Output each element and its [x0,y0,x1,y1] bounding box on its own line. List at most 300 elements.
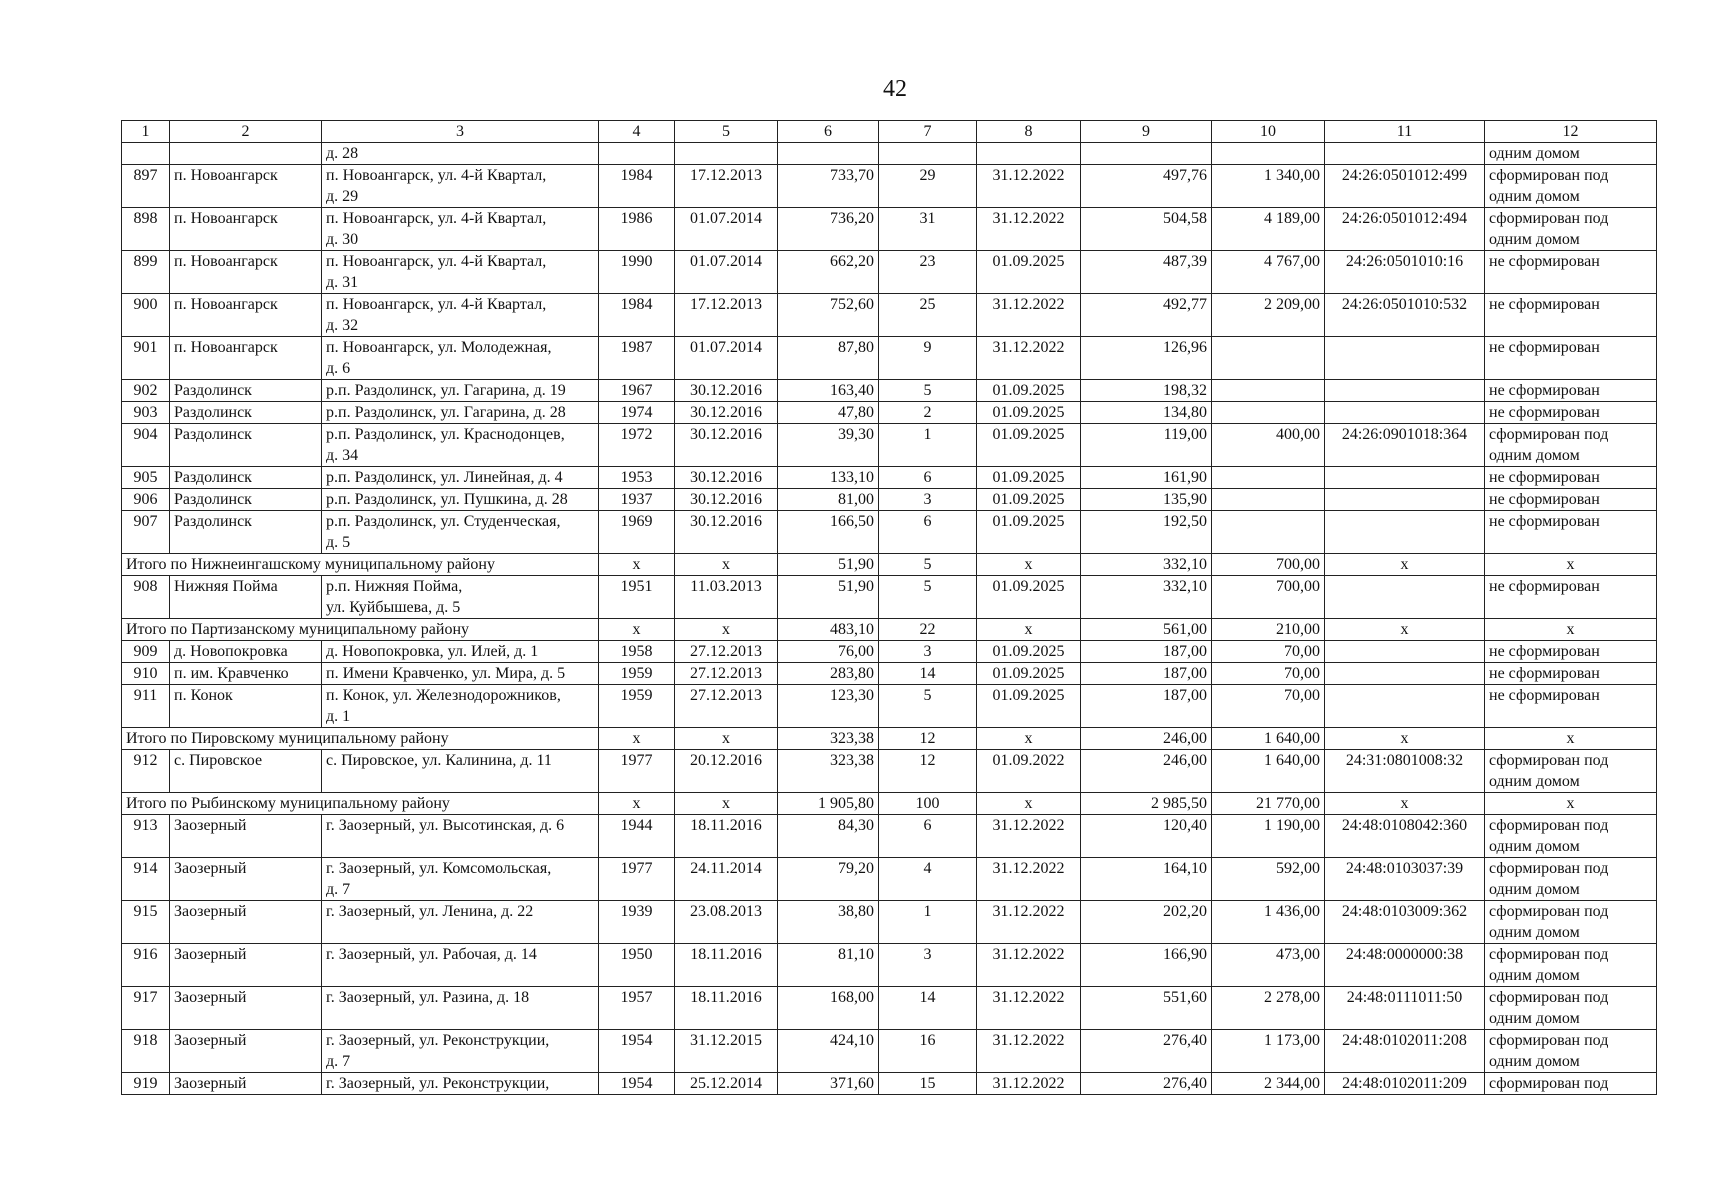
table-cell: 733,70 [778,165,879,208]
table-cell: г. Заозерный, ул. Комсомольская, д. 7 [322,858,599,901]
table-cell: 1 [879,901,977,944]
table-row [122,467,1657,489]
table-cell: 01.07.2014 [675,337,778,380]
table-cell: р.п. Раздолинск, ул. Гагарина, д. 28 [322,402,599,424]
table-cell: сформирован под одним домом [1485,424,1657,467]
table-cell: 276,40 [1081,1073,1212,1095]
subtotal-label: Итого по Нижнеингашскому муниципальному району [122,554,599,576]
table-cell: р.п. Раздолинск, ул. Краснодонцев, д. 34 [322,424,599,467]
table-cell [122,143,170,165]
table-row [122,337,1657,380]
table-cell: 24:48:0102011:209 [1325,1073,1485,1095]
table-cell: 187,00 [1081,663,1212,685]
table-cell: 70,00 [1212,641,1325,663]
table-cell [1212,489,1325,511]
column-header: 6 [778,121,879,143]
table-cell [1212,402,1325,424]
table-cell: 2 985,50 [1081,793,1212,815]
table-cell: 5 [879,685,977,728]
table-cell: 202,20 [1081,901,1212,944]
table-cell: 31.12.2022 [977,1030,1081,1073]
table-cell: п. Новоангарск [170,165,322,208]
table-cell: Заозерный [170,987,322,1030]
table-cell: сформирован под одним домом [1485,858,1657,901]
table-cell: д. Новопокровка [170,641,322,663]
table-cell: 79,20 [778,858,879,901]
table-cell: 01.09.2025 [977,641,1081,663]
table-cell: п. Новоангарск, ул. 4-й Квартал, д. 29 [322,165,599,208]
column-header: 7 [879,121,977,143]
table-cell: п. Новоангарск [170,251,322,294]
table-cell: сформирован под одним домом [1485,944,1657,987]
table-cell: 01.07.2014 [675,208,778,251]
table-cell: 31.12.2022 [977,1073,1081,1095]
table-cell [675,143,778,165]
table-cell [778,143,879,165]
table-cell: 9 [879,337,977,380]
table-cell: 01.09.2025 [977,251,1081,294]
table-cell: 3 [879,489,977,511]
table-cell: 1972 [599,424,675,467]
table-cell: x [599,554,675,576]
table-cell: 899 [122,251,170,294]
table-cell: г. Заозерный, ул. Ленина, д. 22 [322,901,599,944]
table-cell: 912 [122,750,170,793]
table-cell: 76,00 [778,641,879,663]
table-cell: 1984 [599,165,675,208]
table-cell: 30.12.2016 [675,380,778,402]
table-cell: 6 [879,467,977,489]
table-cell: с. Пировское, ул. Калинина, д. 11 [322,750,599,793]
table-cell: п. Новоангарск, ул. 4-й Квартал, д. 30 [322,208,599,251]
table-cell: 700,00 [1212,576,1325,619]
table-cell [1325,511,1485,554]
table-cell: 01.07.2014 [675,251,778,294]
table-cell: x [675,793,778,815]
table-cell: сформирован под одним домом [1485,1030,1657,1073]
subtotal-label: Итого по Рыбинскому муниципальному району [122,793,599,815]
table-cell: 897 [122,165,170,208]
table-cell: 371,60 [778,1073,879,1095]
table-cell: x [675,728,778,750]
table-cell: 187,00 [1081,641,1212,663]
table-cell: 1 640,00 [1212,750,1325,793]
table-cell: 551,60 [1081,987,1212,1030]
table-cell: не сформирован [1485,511,1657,554]
table-cell: 12 [879,728,977,750]
table-cell: 24:31:0801008:32 [1325,750,1485,793]
table-cell: Заозерный [170,901,322,944]
table-cell: 31.12.2022 [977,815,1081,858]
table-row [122,380,1657,402]
table-cell: 135,90 [1081,489,1212,511]
table-cell: Заозерный [170,815,322,858]
table-cell: 907 [122,511,170,554]
table-cell [170,143,322,165]
table-cell: не сформирован [1485,402,1657,424]
table-cell [1325,402,1485,424]
table-cell [1081,143,1212,165]
table-cell: 1953 [599,467,675,489]
table-cell [1212,467,1325,489]
table-cell: 30.12.2016 [675,489,778,511]
table-cell: 1967 [599,380,675,402]
table-cell: 1958 [599,641,675,663]
table-row [122,641,1657,663]
table-row [122,511,1657,554]
table-cell: не сформирован [1485,489,1657,511]
table-cell: 27.12.2013 [675,685,778,728]
table-row [122,424,1657,467]
table-cell: 1 173,00 [1212,1030,1325,1073]
table-cell: x [1325,619,1485,641]
table-cell: 01.09.2025 [977,467,1081,489]
subtotal-row [122,619,1657,641]
table-cell: 24:48:0108042:360 [1325,815,1485,858]
table-cell: 24:26:0501010:16 [1325,251,1485,294]
table-cell: x [1485,619,1657,641]
table-cell: не сформирован [1485,251,1657,294]
table-cell: 919 [122,1073,170,1095]
table-cell: 01.09.2022 [977,750,1081,793]
table-cell: 915 [122,901,170,944]
table-row [122,402,1657,424]
table-cell: 332,10 [1081,576,1212,619]
table-cell: 246,00 [1081,728,1212,750]
table-cell: не сформирован [1485,380,1657,402]
table-cell: 47,80 [778,402,879,424]
table-cell: Раздолинск [170,380,322,402]
table-cell: д. 28 [322,143,599,165]
table-cell: 21 770,00 [1212,793,1325,815]
table-cell: 01.09.2025 [977,380,1081,402]
table-cell: 31 [879,208,977,251]
table-row [122,858,1657,901]
table-row [122,944,1657,987]
table-cell: 38,80 [778,901,879,944]
table-row [122,576,1657,619]
table-cell: 70,00 [1212,685,1325,728]
table-cell [1325,685,1485,728]
table-cell: 30.12.2016 [675,511,778,554]
table-cell: 662,20 [778,251,879,294]
table-cell: одним домом [1485,143,1657,165]
table-cell: 1957 [599,987,675,1030]
table-cell [1212,337,1325,380]
table-cell: 1 905,80 [778,793,879,815]
table-row [122,663,1657,685]
table-cell: 15 [879,1073,977,1095]
table-cell: 22 [879,619,977,641]
table-row [122,165,1657,208]
table-cell: 161,90 [1081,467,1212,489]
table-cell: 918 [122,1030,170,1073]
table-cell: x [675,554,778,576]
table-cell: п. Конок [170,685,322,728]
table-cell: 916 [122,944,170,987]
table-cell: г. Заозерный, ул. Реконструкции, д. 7 [322,1030,599,1073]
table-cell: не сформирован [1485,294,1657,337]
table-cell: 210,00 [1212,619,1325,641]
table-cell: 39,30 [778,424,879,467]
table-cell: 87,80 [778,337,879,380]
table-cell: 483,10 [778,619,879,641]
table-cell: 01.09.2025 [977,489,1081,511]
table-cell: п. Новоангарск [170,337,322,380]
table-cell: 1959 [599,685,675,728]
table-cell: 917 [122,987,170,1030]
table-cell: п. Новоангарск, ул. 4-й Квартал, д. 32 [322,294,599,337]
table-cell: 24:26:0501012:494 [1325,208,1485,251]
table-cell [1325,143,1485,165]
table-cell: 24:48:0102011:208 [1325,1030,1485,1073]
table-cell: не сформирован [1485,337,1657,380]
subtotal-label: Итого по Пировскому муниципальному району [122,728,599,750]
table-cell: 3 [879,944,977,987]
table-header-row [122,121,1657,143]
table-cell: 901 [122,337,170,380]
table-cell: 133,10 [778,467,879,489]
table-cell: 31.12.2022 [977,901,1081,944]
table-cell: Раздолинск [170,489,322,511]
table-cell: п. Новоангарск, ул. 4-й Квартал, д. 31 [322,251,599,294]
table-cell: 17.12.2013 [675,165,778,208]
table-cell: п. Имени Кравченко, ул. Мира, д. 5 [322,663,599,685]
table-cell: 14 [879,987,977,1030]
column-header: 4 [599,121,675,143]
table-cell: 1987 [599,337,675,380]
column-header: 2 [170,121,322,143]
subtotal-row [122,793,1657,815]
table-cell: 126,96 [1081,337,1212,380]
table-cell: Заозерный [170,858,322,901]
table-cell: 18.11.2016 [675,815,778,858]
table-cell: 30.12.2016 [675,402,778,424]
table-cell: 192,50 [1081,511,1212,554]
table-cell: 1986 [599,208,675,251]
table-cell: 30.12.2016 [675,424,778,467]
table-cell: 1944 [599,815,675,858]
table-cell: 561,00 [1081,619,1212,641]
table-cell: 911 [122,685,170,728]
table-row [122,987,1657,1030]
table-cell: 01.09.2025 [977,511,1081,554]
column-header: 5 [675,121,778,143]
table-cell: 1 436,00 [1212,901,1325,944]
table-cell: не сформирован [1485,685,1657,728]
table-cell: 4 [879,858,977,901]
table-cell: x [977,793,1081,815]
table-cell: 1990 [599,251,675,294]
table-cell: 908 [122,576,170,619]
table-cell: сформирован под одним домом [1485,208,1657,251]
table-cell: 497,76 [1081,165,1212,208]
table-cell: р.п. Раздолинск, ул. Пушкина, д. 28 [322,489,599,511]
table-cell: 903 [122,402,170,424]
table-cell: 18.11.2016 [675,987,778,1030]
table-cell: x [1485,554,1657,576]
table-cell: 81,00 [778,489,879,511]
table-cell: 24:26:0501012:499 [1325,165,1485,208]
table-cell [1325,380,1485,402]
table-cell: 187,00 [1081,685,1212,728]
table-cell [1325,641,1485,663]
table-cell: 276,40 [1081,1030,1212,1073]
table-cell: 1954 [599,1030,675,1073]
table-cell: 913 [122,815,170,858]
table-row [122,1073,1657,1095]
table-cell: 283,80 [778,663,879,685]
table-cell: 736,20 [778,208,879,251]
table-cell: 904 [122,424,170,467]
table-cell: 1959 [599,663,675,685]
table-cell: 123,30 [778,685,879,728]
table-cell: 01.09.2025 [977,663,1081,685]
table-cell: 1 [879,424,977,467]
table-cell: 16 [879,1030,977,1073]
table-cell: 31.12.2022 [977,944,1081,987]
table-cell: сформирован под одним домом [1485,901,1657,944]
table-cell: 902 [122,380,170,402]
table-cell: x [977,728,1081,750]
table-row [122,294,1657,337]
table-cell: x [1325,554,1485,576]
table-cell: р.п. Раздолинск, ул. Линейная, д. 4 [322,467,599,489]
table-cell: сформирован под [1485,1073,1657,1095]
table-cell: 24.11.2014 [675,858,778,901]
table-cell: сформирован под одним домом [1485,815,1657,858]
table-cell [1325,489,1485,511]
table-cell: 2 344,00 [1212,1073,1325,1095]
table-row [122,815,1657,858]
table-row [122,143,1657,165]
table-cell: п. Новоангарск [170,294,322,337]
table-cell: п. Новоангарск [170,208,322,251]
table-cell: x [599,619,675,641]
subtotal-row [122,728,1657,750]
table-cell: 1969 [599,511,675,554]
table-cell: 914 [122,858,170,901]
table-cell: 1977 [599,750,675,793]
table-cell: 473,00 [1212,944,1325,987]
table-cell: 27.12.2013 [675,663,778,685]
table-cell: x [1485,793,1657,815]
table-cell: сформирован под одним домом [1485,750,1657,793]
table-row [122,901,1657,944]
table-cell: 31.12.2022 [977,208,1081,251]
table-cell: 81,10 [778,944,879,987]
table-cell: сформирован под одним домом [1485,165,1657,208]
table-cell: 24:48:0103009:362 [1325,901,1485,944]
table-cell: x [599,793,675,815]
table-cell: 01.09.2025 [977,402,1081,424]
table-cell: 1 190,00 [1212,815,1325,858]
table-cell: 11.03.2013 [675,576,778,619]
table-cell: р.п. Раздолинск, ул. Студенческая, д. 5 [322,511,599,554]
table-cell: Раздолинск [170,467,322,489]
table-body [122,143,1657,1095]
table-cell: 24:26:0501010:532 [1325,294,1485,337]
table-cell: 31.12.2022 [977,294,1081,337]
table-cell: 1954 [599,1073,675,1095]
table-cell: 51,90 [778,554,879,576]
table-cell: 1984 [599,294,675,337]
table-cell: сформирован под одним домом [1485,987,1657,1030]
table-cell: 5 [879,380,977,402]
table-cell: 2 209,00 [1212,294,1325,337]
column-header: 8 [977,121,1081,143]
table-cell: 1 340,00 [1212,165,1325,208]
table-cell [599,143,675,165]
table-cell: 6 [879,511,977,554]
table-cell: 01.09.2025 [977,576,1081,619]
table-cell: Раздолинск [170,511,322,554]
table-cell: 909 [122,641,170,663]
table-cell: 100 [879,793,977,815]
table-cell: 166,50 [778,511,879,554]
table-cell: г. Заозерный, ул. Разина, д. 18 [322,987,599,1030]
table-cell: Заозерный [170,1073,322,1095]
table-cell: x [1485,728,1657,750]
table-cell: 752,60 [778,294,879,337]
subtotal-row [122,554,1657,576]
table-cell: п. Новоангарск, ул. Молодежная, д. 6 [322,337,599,380]
table-cell: 906 [122,489,170,511]
table-cell: д. Новопокровка, ул. Илей, д. 1 [322,641,599,663]
table-cell: 2 [879,402,977,424]
table-cell: 487,39 [1081,251,1212,294]
table-cell: 5 [879,554,977,576]
table-cell: 31.12.2022 [977,987,1081,1030]
table-cell: 5 [879,576,977,619]
table-cell: Раздолинск [170,424,322,467]
table-cell: 25.12.2014 [675,1073,778,1095]
table-cell [1325,663,1485,685]
table-cell [1325,576,1485,619]
register-table [121,120,1657,1095]
column-header: 10 [1212,121,1325,143]
table-cell: 12 [879,750,977,793]
table-cell: 27.12.2013 [675,641,778,663]
table-cell: 323,38 [778,728,879,750]
table-row [122,251,1657,294]
table-cell: x [977,554,1081,576]
table-cell: 900 [122,294,170,337]
table-cell: Нижняя Пойма [170,576,322,619]
table-cell: с. Пировское [170,750,322,793]
table-cell: г. Заозерный, ул. Реконструкции, [322,1073,599,1095]
table-cell: 51,90 [778,576,879,619]
column-header: 11 [1325,121,1485,143]
table-cell: x [1325,728,1485,750]
table-cell: 23.08.2013 [675,901,778,944]
table-cell [1212,511,1325,554]
table-row [122,489,1657,511]
table-cell: x [977,619,1081,641]
table-row [122,208,1657,251]
table-cell: 23 [879,251,977,294]
table-cell: 1974 [599,402,675,424]
table-cell: 25 [879,294,977,337]
table-cell: 332,10 [1081,554,1212,576]
column-header: 12 [1485,121,1657,143]
table-cell: 134,80 [1081,402,1212,424]
table-cell [879,143,977,165]
table-cell: 4 767,00 [1212,251,1325,294]
page-number: 42 [883,76,907,102]
table-cell [1212,380,1325,402]
table-cell [1325,337,1485,380]
